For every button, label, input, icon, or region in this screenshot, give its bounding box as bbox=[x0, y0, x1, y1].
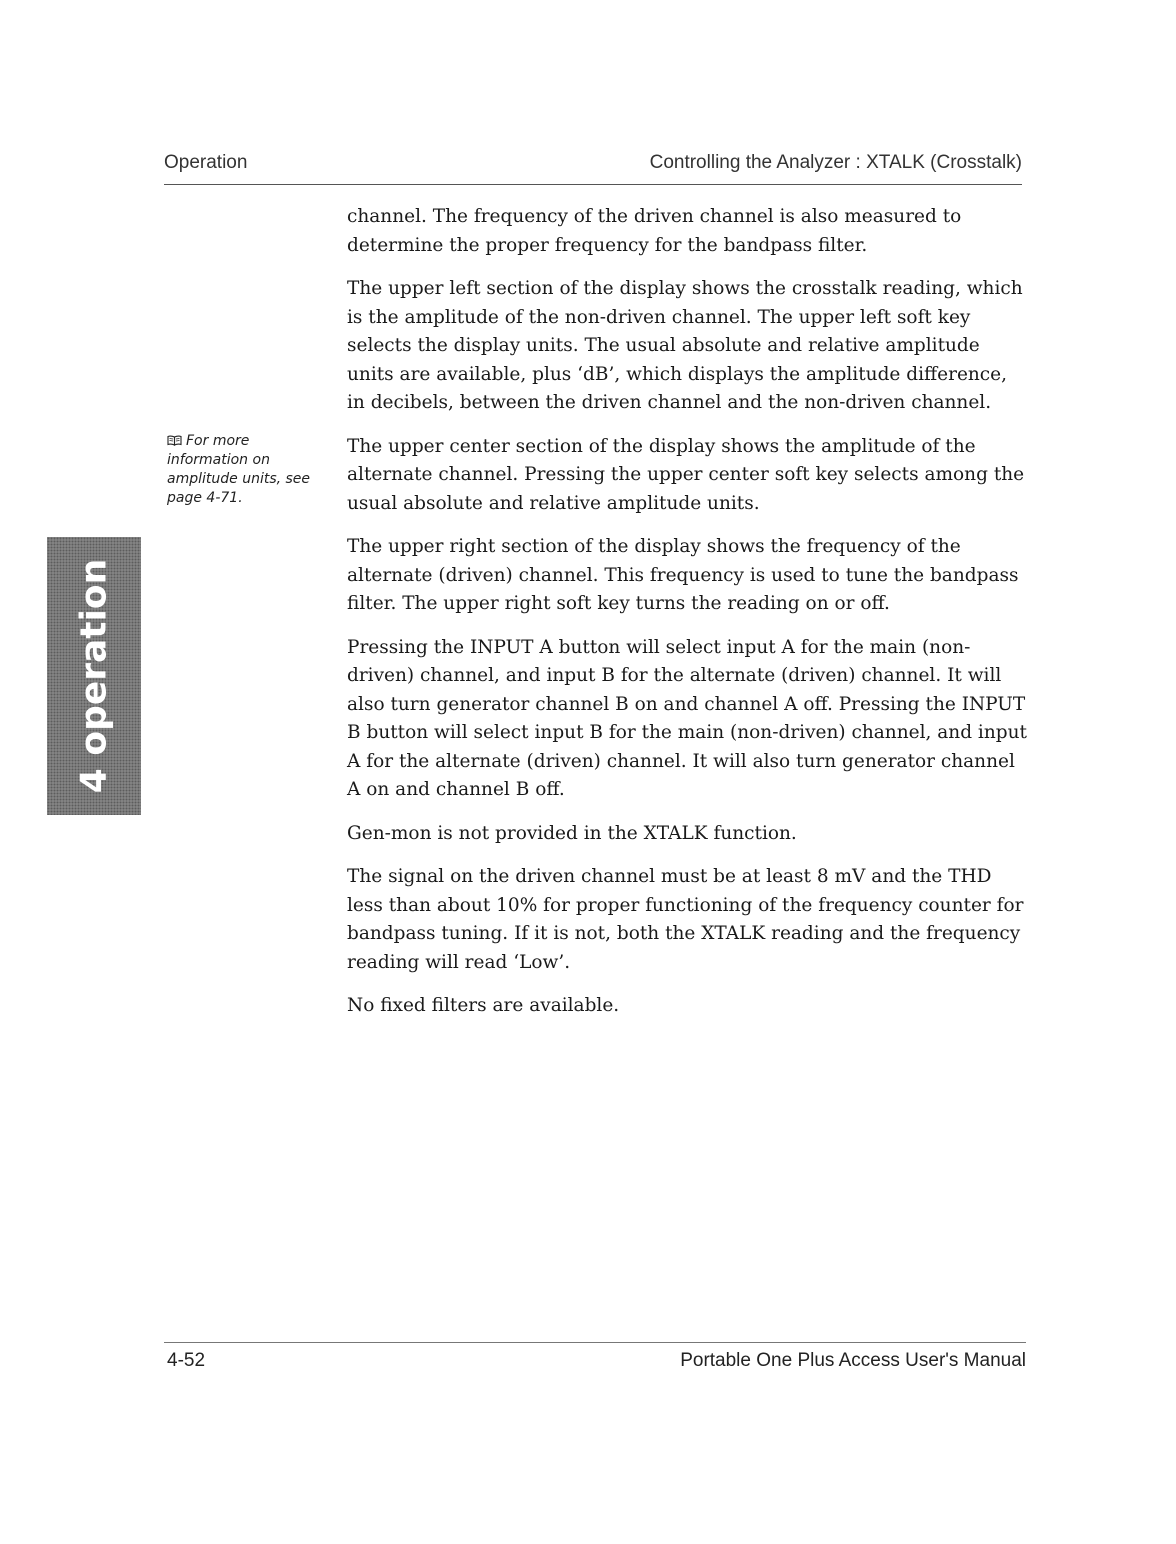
paragraph: channel. The frequency of the driven channel is also measured to determine the proper frequency for the bandpass filter. bbox=[347, 206, 962, 256]
manual-title: Portable One Plus Access User's Manual bbox=[680, 1350, 1026, 1371]
paragraph: No fixed filters are available. bbox=[347, 995, 620, 1016]
page-number: 4-52 bbox=[167, 1350, 206, 1371]
page-header bbox=[164, 150, 1022, 185]
paragraph: The upper center section of the display shows the amplitude of the alternate channel. Pressing the upper center soft key selects among the usual absolute and relative amplitude units. bbox=[347, 435, 1025, 514]
paragraph: The upper right section of the display shows the frequency of the alternate (driven) channel. This frequency is used to tune the bandpass filter. The upper right soft key turns the reading on or off. bbox=[347, 536, 1019, 614]
book-icon bbox=[167, 435, 182, 446]
header-section: Operation bbox=[164, 152, 248, 173]
margin-note-text: For more information on amplitude units, see page 4-71. bbox=[167, 433, 311, 506]
paragraph: The signal on the driven channel must be at least 8 mV and the THD less than about 10% for proper functioning of the frequency counter for bandpass tuning. If it is not, both the XTALK reading and the frequency reading will read ‘Low’. bbox=[347, 866, 1024, 973]
paragraph: The upper left section of the display shows the crosstalk reading, which is the amplitude of the non-driven channel. The upper left soft key selects the display units. The usual absolute and relative amplitude units are available, plus ‘dB’, which displays the amplitude difference, in decibels, between the driven channel and the non-driven channel. bbox=[347, 278, 1023, 413]
chapter-tab-label: 4 operation bbox=[73, 558, 115, 794]
footer-rule bbox=[164, 1342, 1026, 1343]
chapter-tab bbox=[47, 537, 141, 815]
margin-note bbox=[167, 432, 327, 508]
body-text bbox=[347, 203, 1027, 1036]
header-title: Controlling the Analyzer : XTALK (Crosstalk) bbox=[649, 152, 1022, 173]
paragraph: Gen-mon is not provided in the XTALK function. bbox=[347, 822, 797, 844]
paragraph: Pressing the INPUT A button will select input A for the main (non-driven) channel, and input B for the alternate (driven) channel. It will also turn generator channel B on and channel A off. Pressing the INPUT B button will select input B for the main (non-driven) channel, and input A for the alternate (driven) channel. It will also turn generator channel A on and channel B off. bbox=[347, 636, 1027, 800]
